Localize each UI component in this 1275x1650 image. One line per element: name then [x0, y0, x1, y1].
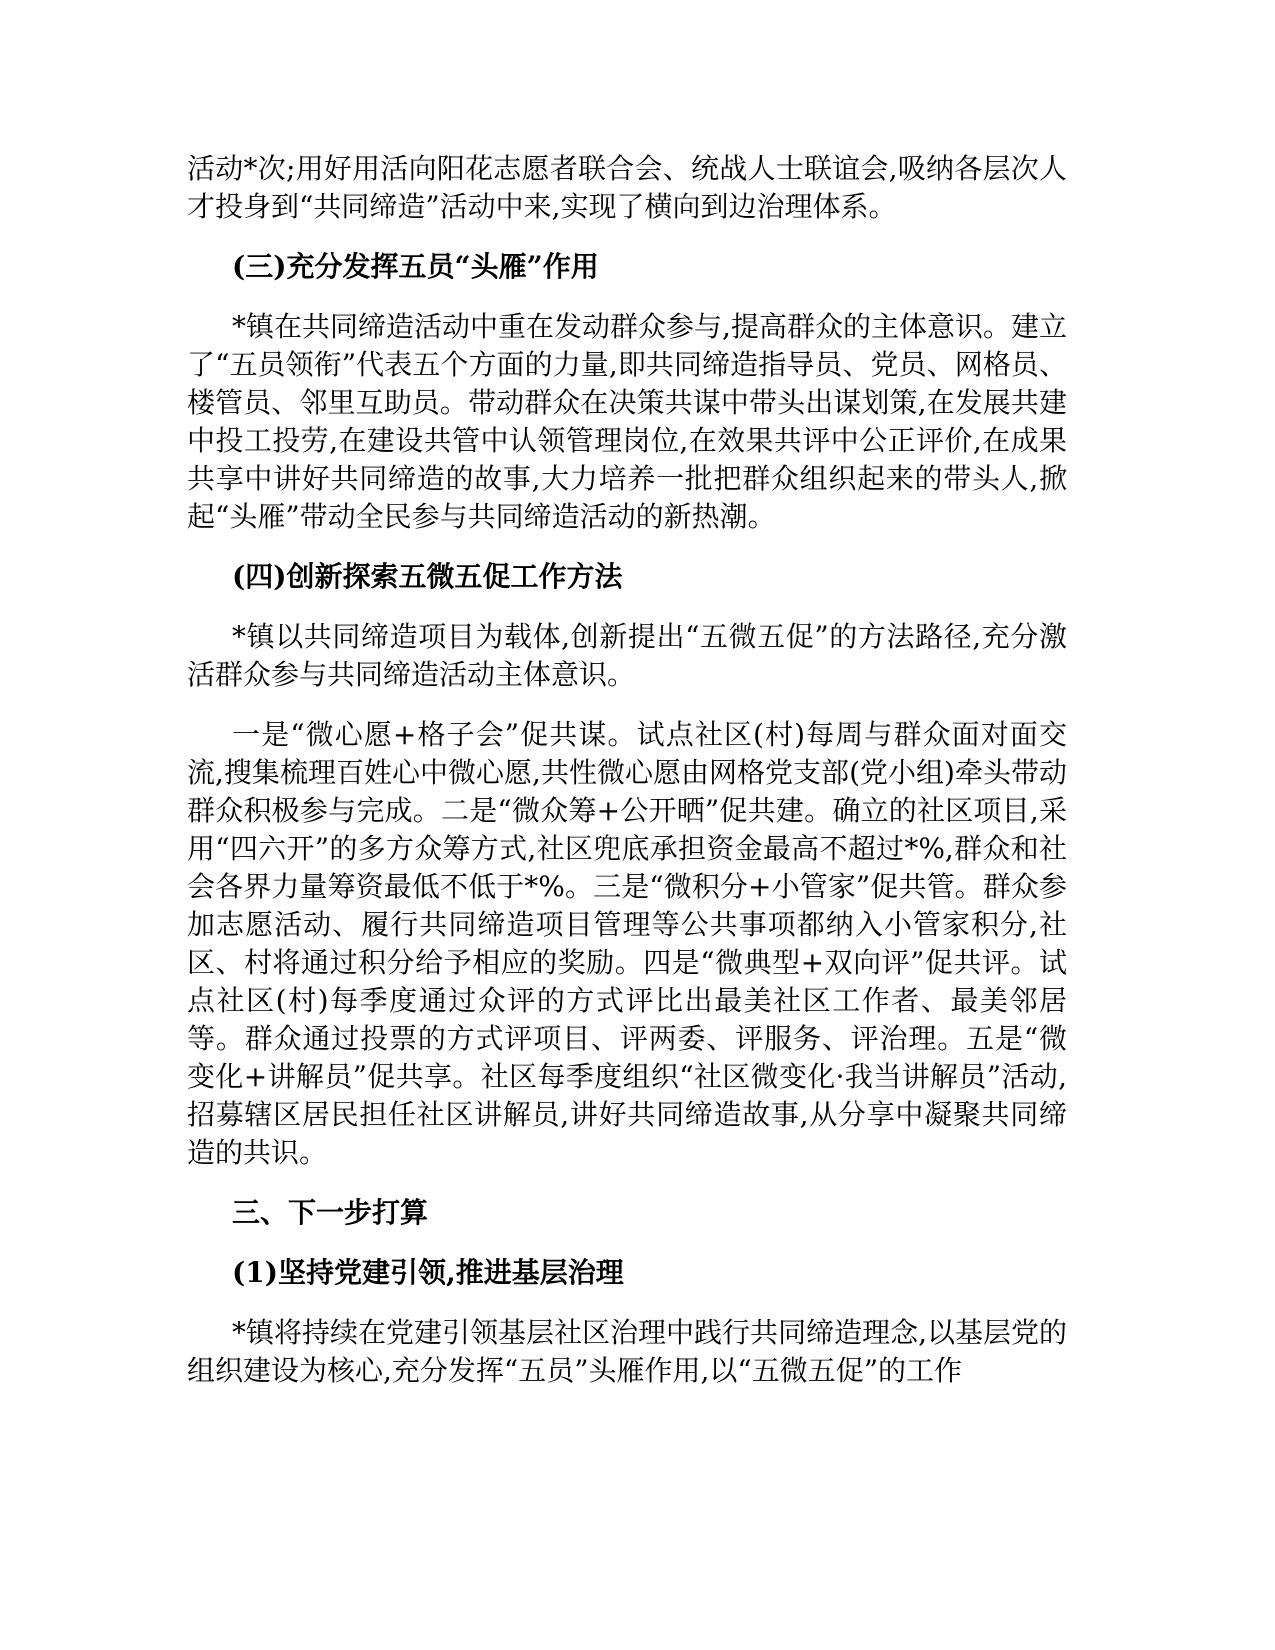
paragraph-five-micro-intro: *镇以共同缔造项目为载体,创新提出“五微五促”的方法路径,充分激活群众参与共同缔造活动主体意识。	[187, 620, 1067, 691]
chapter-heading-next-steps: 三、下一步打算	[232, 1196, 429, 1229]
paragraph-five-leaders: *镇在共同缔造活动中重在发动群众参与,提高群众的主体意识。建立了“五员领衔”代表五个方面的力量,即共同缔造指导员、党员、网格员、楼管员、邻里互助员。带动群众在决策共谋中带头出谋划策,在发展共建中投工投劳,在建设共管中认领管理岗位,在效果共评中公正评价,在成果共享中讲好共同缔造的故事,大力培养一批把群众组织起来的带头人,掀起“头雁”带动全民参与共同缔造活动的新热潮。	[187, 310, 1067, 533]
paragraph-five-micro-details: 一是“微心愿+格子会”促共谋。试点社区(村)每周与群众面对面交流,搜集梳理百姓心中微心愿,共性微心愿由网格党支部(党小组)牵头带动群众积极参与完成。二是“微众筹+公开晒”促共建。确立的社区项目,采用“四六开”的多方众筹方式,社区兜底承担资金最高不超过*%,群众和社会各界力量筹资最低不低于*%。三是“微积分+小管家”促共管。群众参加志愿活动、履行共同缔造项目管理等公共事项都纳入小管家积分,社区、村将通过积分给予相应的奖励。四是“微典型+双向评”促共评。试点社区(村)每季度通过众评的方式评比出最美社区工作者、最美邻居等。群众通过投票的方式评项目、评两委、评服务、评治理。五是“微变化+讲解员”促共享。社区每季度组织“社区微变化·我当讲解员”活动,招募辖区居民担任社区讲解员,讲好共同缔造故事,从分享中凝聚共同缔造的共识。	[187, 718, 1067, 1169]
section-heading-four: (四)创新探索五微五促工作方法	[232, 560, 623, 593]
section-heading-one: (1)坚持党建引领,推进基层治理	[232, 1256, 624, 1289]
document-page	[187, 150, 1067, 1390]
paragraph-party-building: *镇将持续在党建引领基层社区治理中践行共同缔造理念,以基层党的组织建设为核心,充分发挥“五员”头雁作用,以“五微五促”的工作	[187, 1316, 1067, 1387]
section-heading-three: (三)充分发挥五员“头雁”作用	[232, 250, 599, 283]
paragraph-continuation: 活动*次;用好用活向阳花志愿者联合会、统战人士联谊会,吸纳各层次人才投身到“共同缔造”活动中来,实现了横向到边治理体系。	[187, 152, 1067, 223]
